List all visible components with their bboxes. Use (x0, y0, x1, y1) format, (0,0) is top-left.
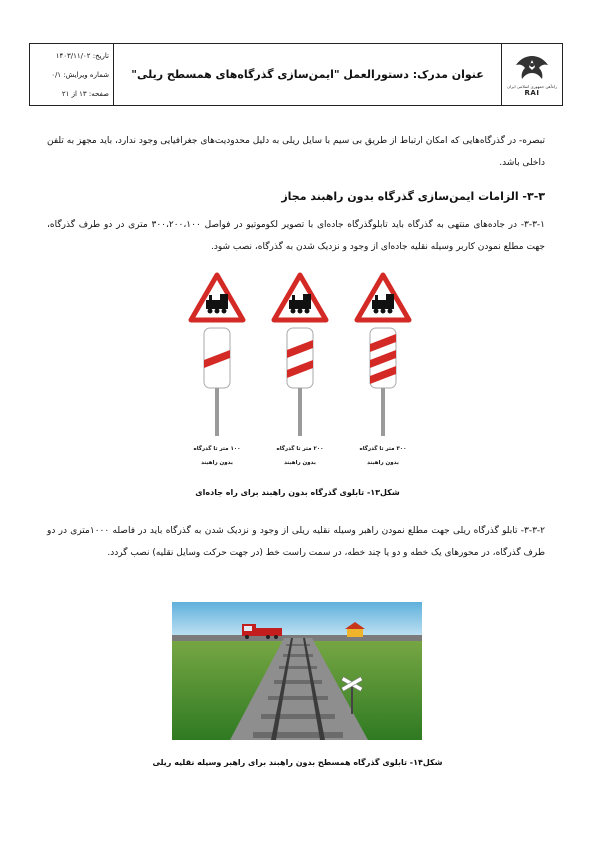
triangle-locomotive-icon (274, 275, 326, 320)
rai-emblem-icon (512, 53, 552, 83)
figure-13-caption: شکل۱۳- تابلوی گذرگاه بدون راهبند برای راه جاده‌ای (195, 488, 400, 497)
section-heading: ۳-۳- الزامات ایمن‌سازی گذرگاه بدون راهبند مجاز (281, 190, 545, 203)
road-signs-figure (180, 272, 420, 472)
figure-14-caption: شکل۱۴- تابلوی گذرگاه همسطح بدون راهبند برای راهبر وسیله نقلیه ریلی (152, 758, 443, 767)
paragraph-3-3-1: ۳-۳-۱- در جاده‌های منتهی به گذرگاه باید تابلوگذرگاه جاده‌ای با تصویر لکوموتیو در فواصل ۳۰۰،۲۰۰،۱۰۰ متری در دو طرف گذرگاه، جهت مطلع نمودن کاربر وسیله نقلیه جاده‌ای از وجود و نزدیک شدن به گذرگاه، نصب شود. (47, 220, 545, 252)
paragraph-3-3-2: ۳-۳-۲- تابلو گذرگاه ریلی جهت مطلع نمودن راهبر وسیله نقلیه ریلی از وجود و نزدیک شدن به گذرگاه باید در فاصله ۱۰۰۰متری در دو طرف گذرگاه، در محورهای یک خطه و دو یا چند خطه، در سمت راست خط (در جهت حرکت وسایل نقلیه) نصب گردد. (47, 526, 545, 558)
sign-caption-200m: ۲۰۰ متر تا گذرگاه بدون راهبند (276, 446, 324, 466)
triangle-locomotive-icon (191, 275, 243, 320)
page-label: صفحه: ۱۳ از ۲۱ (61, 90, 109, 98)
document-title: عنوان مدرک: دستورالعمل "ایمن‌سازی گذرگاه‌های همسطح ریلی" (114, 44, 502, 105)
revision-label: شماره ویرایش: ۰/۱ (51, 71, 109, 79)
note-paragraph: تبصره- در گذرگاه‌هایی که امکان ارتباط از طریق بی سیم با سایل ریلی به دلیل محدودیت‌های جغرافیایی وجود ندارد، باید مجهز به تلفن داخلی باشد. (47, 136, 545, 168)
date-label: تاریخ: ۱۴۰۳/۱۱/۰۲ (55, 52, 109, 60)
rai-logo (502, 44, 562, 105)
sign-caption-300m: ۳۰۰ متر تا گذرگاه بدون راهبند (359, 446, 407, 466)
logo-caption: راه‌آهن جمهوری اسلامی ایران (507, 83, 557, 89)
triangle-locomotive-icon (357, 275, 409, 320)
sign-caption-100m: ۱۰۰ متر تا گذرگاه بدون راهبند (193, 446, 241, 466)
document-meta (30, 44, 114, 105)
logo-text: RAI (524, 88, 540, 97)
document-header (29, 43, 563, 106)
railway-crossing-figure (172, 602, 422, 740)
